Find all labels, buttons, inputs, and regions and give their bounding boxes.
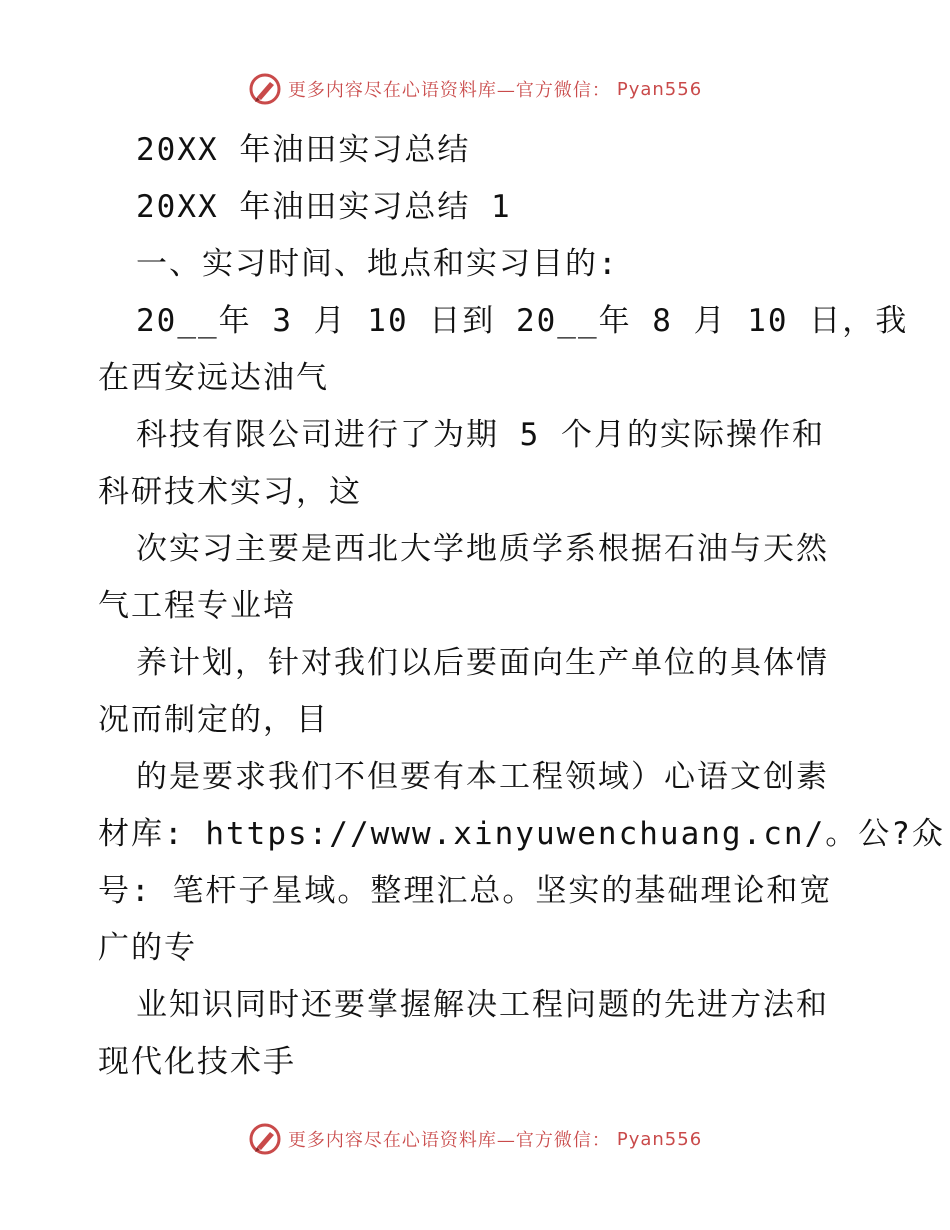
text-line: 科技有限公司进行了为期 5 个月的实际操作和 (136, 417, 825, 453)
text-line: 20__年 3 月 10 日到 20__年 8 月 10 日，我 (136, 303, 909, 339)
text-line: 次实习主要是西北大学地质学系根据石油与天然 (136, 531, 829, 567)
pen-logo-icon (248, 1122, 282, 1156)
text-line: 在西安远达油气 (98, 360, 329, 396)
document-body (98, 122, 945, 1091)
watermark-text: 更多内容尽在心语资料库—官方微信： (287, 1130, 611, 1151)
text-line: 现代化技术手 (98, 1044, 296, 1080)
header-watermark (0, 72, 950, 106)
text-line: 广的专 (98, 930, 197, 966)
text-line: 养计划，针对我们以后要面向生产单位的具体情 (136, 645, 829, 681)
text-line: 业知识同时还要掌握解决工程问题的先进方法和 (136, 987, 829, 1023)
text-line: 20XX 年油田实习总结 1 (136, 189, 512, 225)
watermark-text: 更多内容尽在心语资料库—官方微信： (287, 80, 611, 101)
text-line: 科研技术实习，这 (98, 474, 362, 510)
watermark-wechat-id: Pyan556 (616, 1128, 703, 1150)
text-line: 材库: https://www.xinyuwenchuang.cn/。公?众 (98, 816, 945, 852)
watermark-wechat-id: Pyan556 (616, 78, 703, 100)
pen-logo-icon (248, 72, 282, 106)
text-line: 一、实习时间、地点和实习目的: (136, 246, 619, 282)
text-line: 气工程专业培 (98, 588, 296, 624)
text-line: 20XX 年油田实习总结 (136, 132, 471, 168)
text-line: 的是要求我们不但要有本工程领域）心语文创素 (136, 759, 829, 795)
text-line: 况而制定的，目 (98, 702, 329, 738)
footer-watermark (0, 1122, 950, 1156)
text-line: 号: 笔杆子星域。整理汇总。坚实的基础理论和宽 (98, 873, 833, 909)
